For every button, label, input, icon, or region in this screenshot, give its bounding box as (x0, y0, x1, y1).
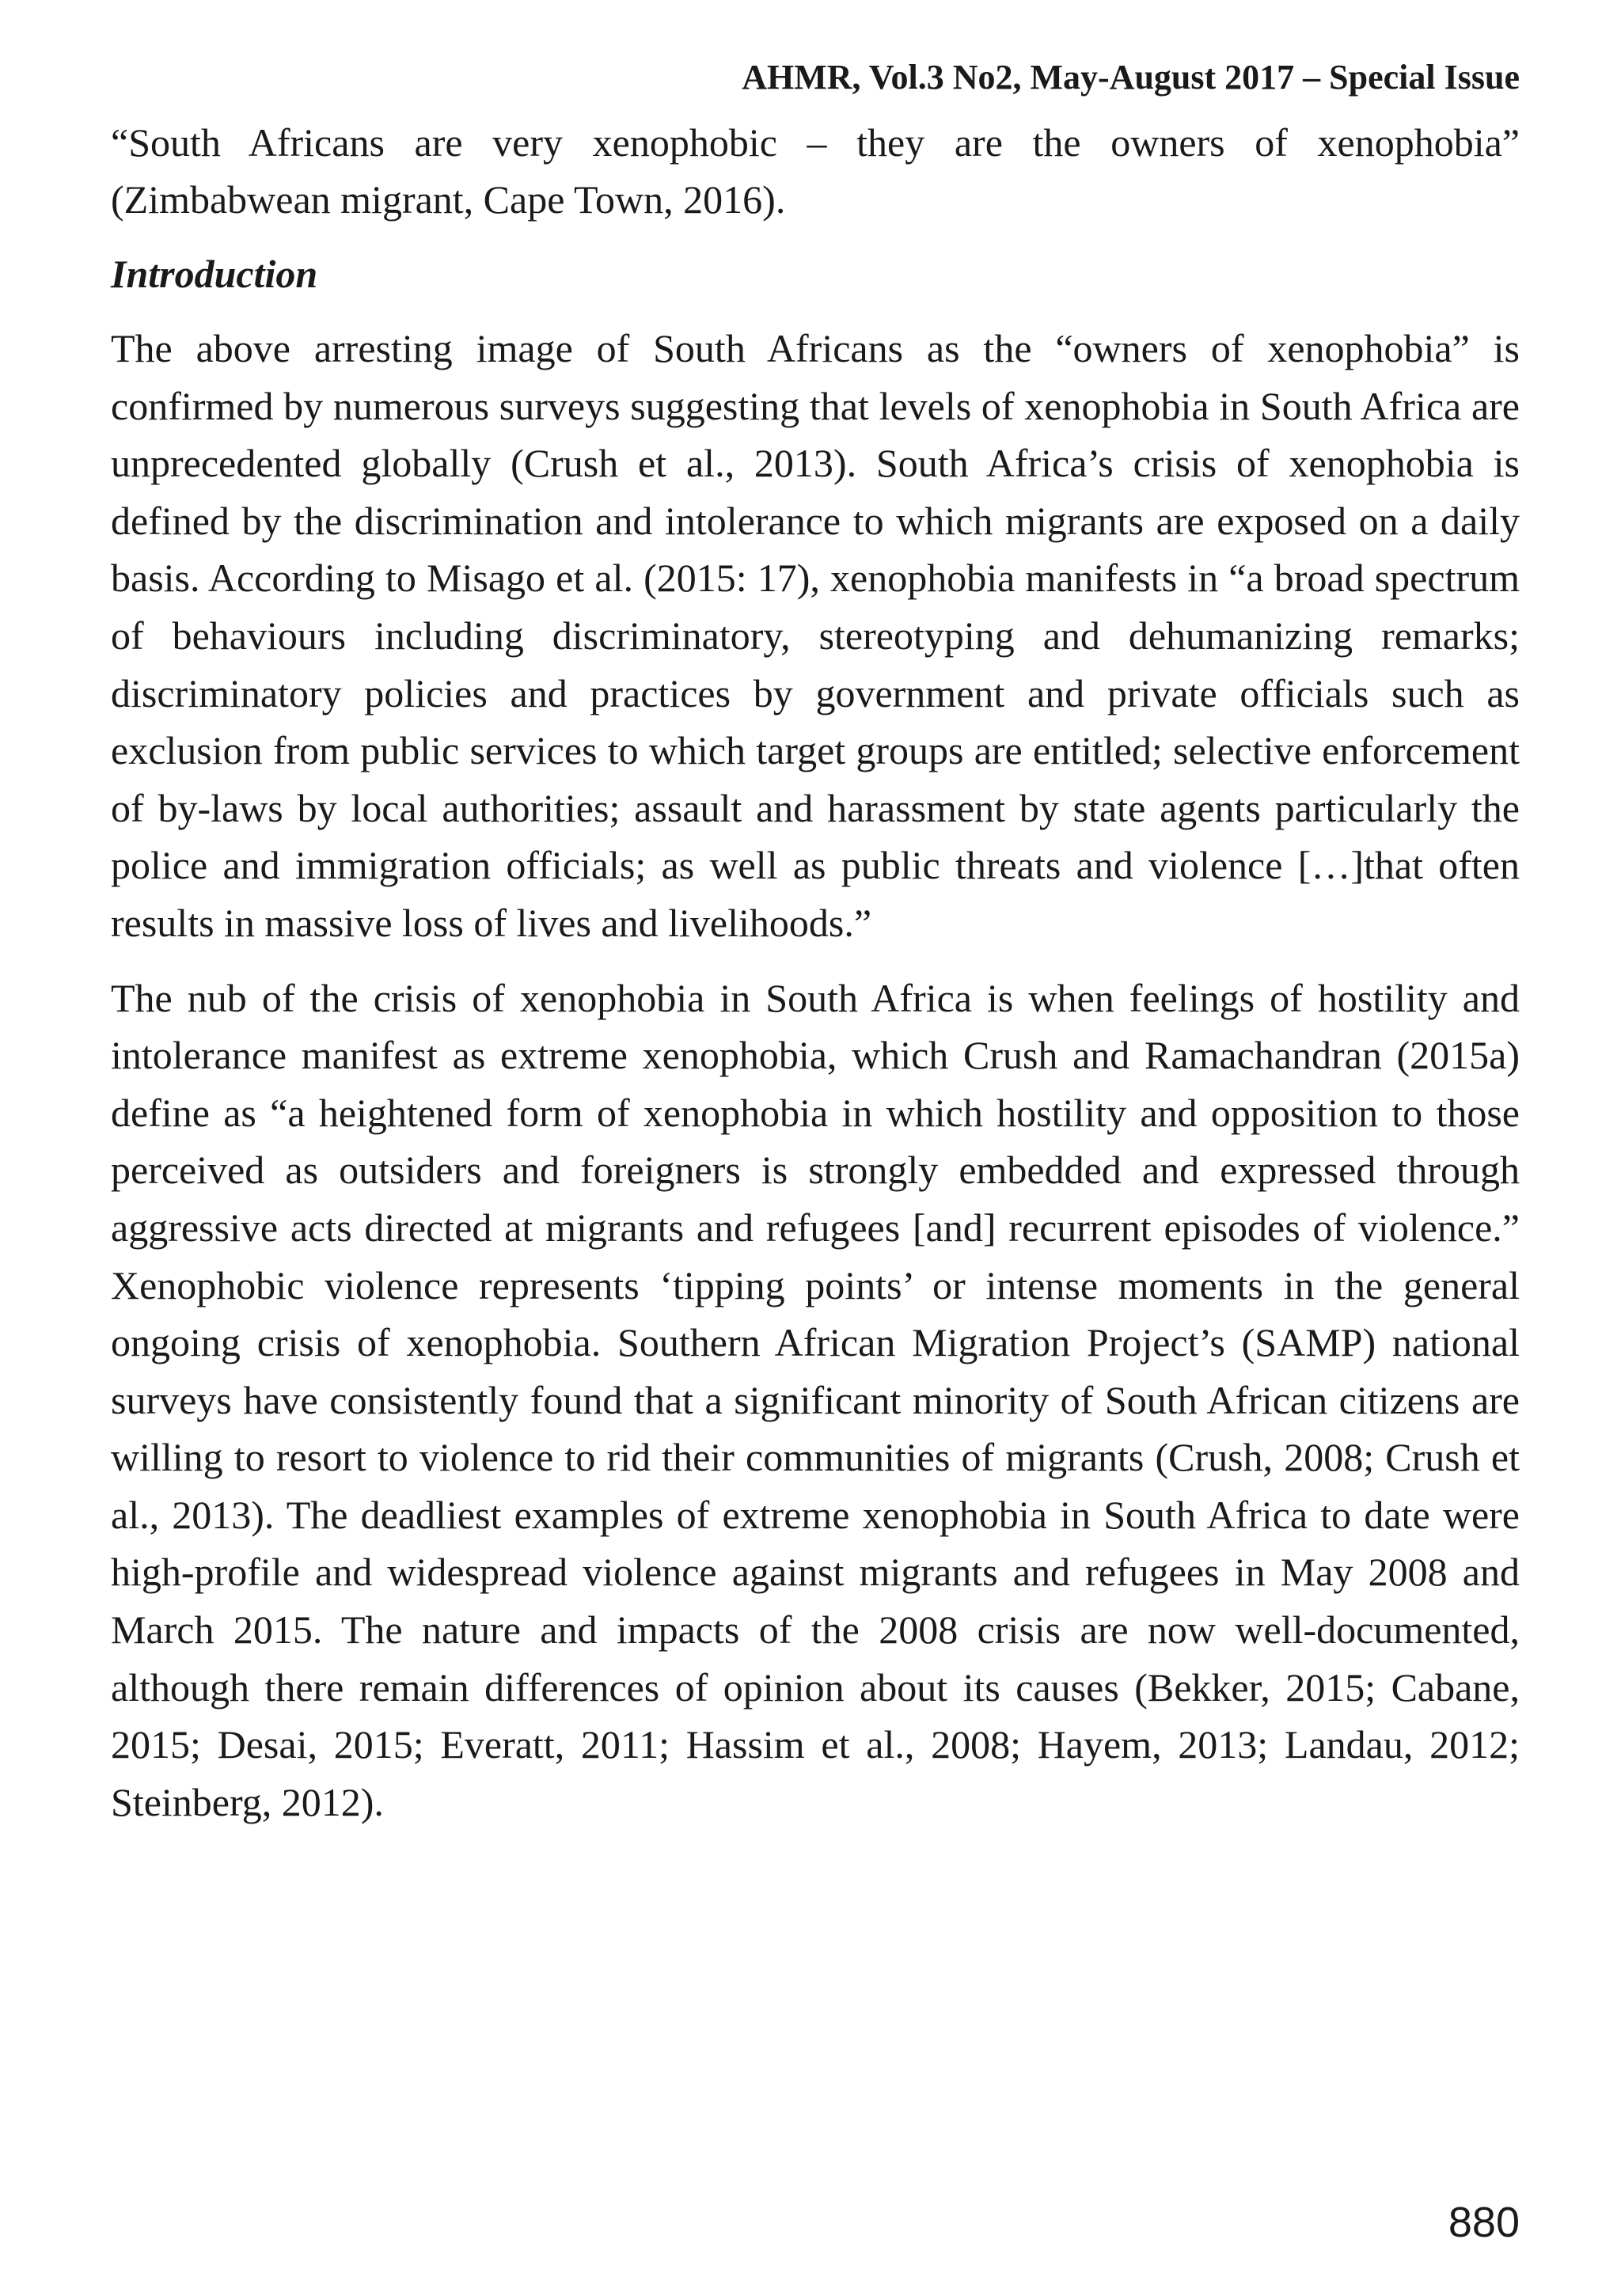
page-body (111, 55, 1520, 1848)
running-header: AHMR, Vol.3 No2, May-August 2017 – Special Issue (742, 58, 1520, 97)
paragraph-2: The nub of the crisis of xenophobia in South Africa is when feelings of hostility and intolerance manifest as extreme xenophobia, which Crush and Ramachandran (2015a) define as “a heightened form of xenophobia in which hostility and opposition to those perceived as outsiders and foreigners is strongly embedded and expressed through aggressive acts directed at migrants and refugees [and] recurrent episodes of violence.” Xenophobic violence represents ‘tipping points’ or intense moments in the general ongoing crisis of xenophobia. Southern African Migration Project’s (SAMP) national surveys have consistently found that a significant minority of South African citizens are willing to resort to violence to rid their communities of migrants (Crush, 2008; Crush et al., 2013). The deadliest examples of extreme xenophobia in South Africa to date were high-profile and widespread violence against migrants and refugees in May 2008 and March 2015. The nature and impacts of the 2008 crisis are now well-documented, although there remain differences of opinion about its causes (Bekker, 2015; Cabane, 2015; Desai, 2015; Everatt, 2011; Hassim et al., 2008; Hayem, 2013; Landau, 2012; Steinberg, 2012). (111, 975, 1520, 1824)
section-heading: Introduction (111, 252, 318, 296)
epigraph-quote: “South Africans are very xenophobic – they are the owners of xenophobia” (Zimbabwean migrant, Cape Town, 2016). (111, 120, 1520, 222)
paragraph-1: The above arresting image of South Africans as the “owners of xenophobia” is confirmed by numerous surveys suggesting that levels of xenophobia in South Africa are unprecedented globally (Crush et al., 2013). South Africa’s crisis of xenophobia is defined by the discrimination and intolerance to which migrants are exposed on a daily basis. According to Misago et al. (2015: 17), xenophobia manifests in “a broad spectrum of behaviours including discriminatory, stereotyping and dehumanizing remarks; discriminatory policies and practices by government and private officials such as exclusion from public services to which target groups are entitled; selective enforcement of by-laws by local authorities; assault and harassment by state agents particularly the police and immigration officials; as well as public threats and violence […]that often results in massive loss of lives and livelihoods.” (111, 326, 1520, 945)
page-number: 880 (1448, 2199, 1520, 2246)
